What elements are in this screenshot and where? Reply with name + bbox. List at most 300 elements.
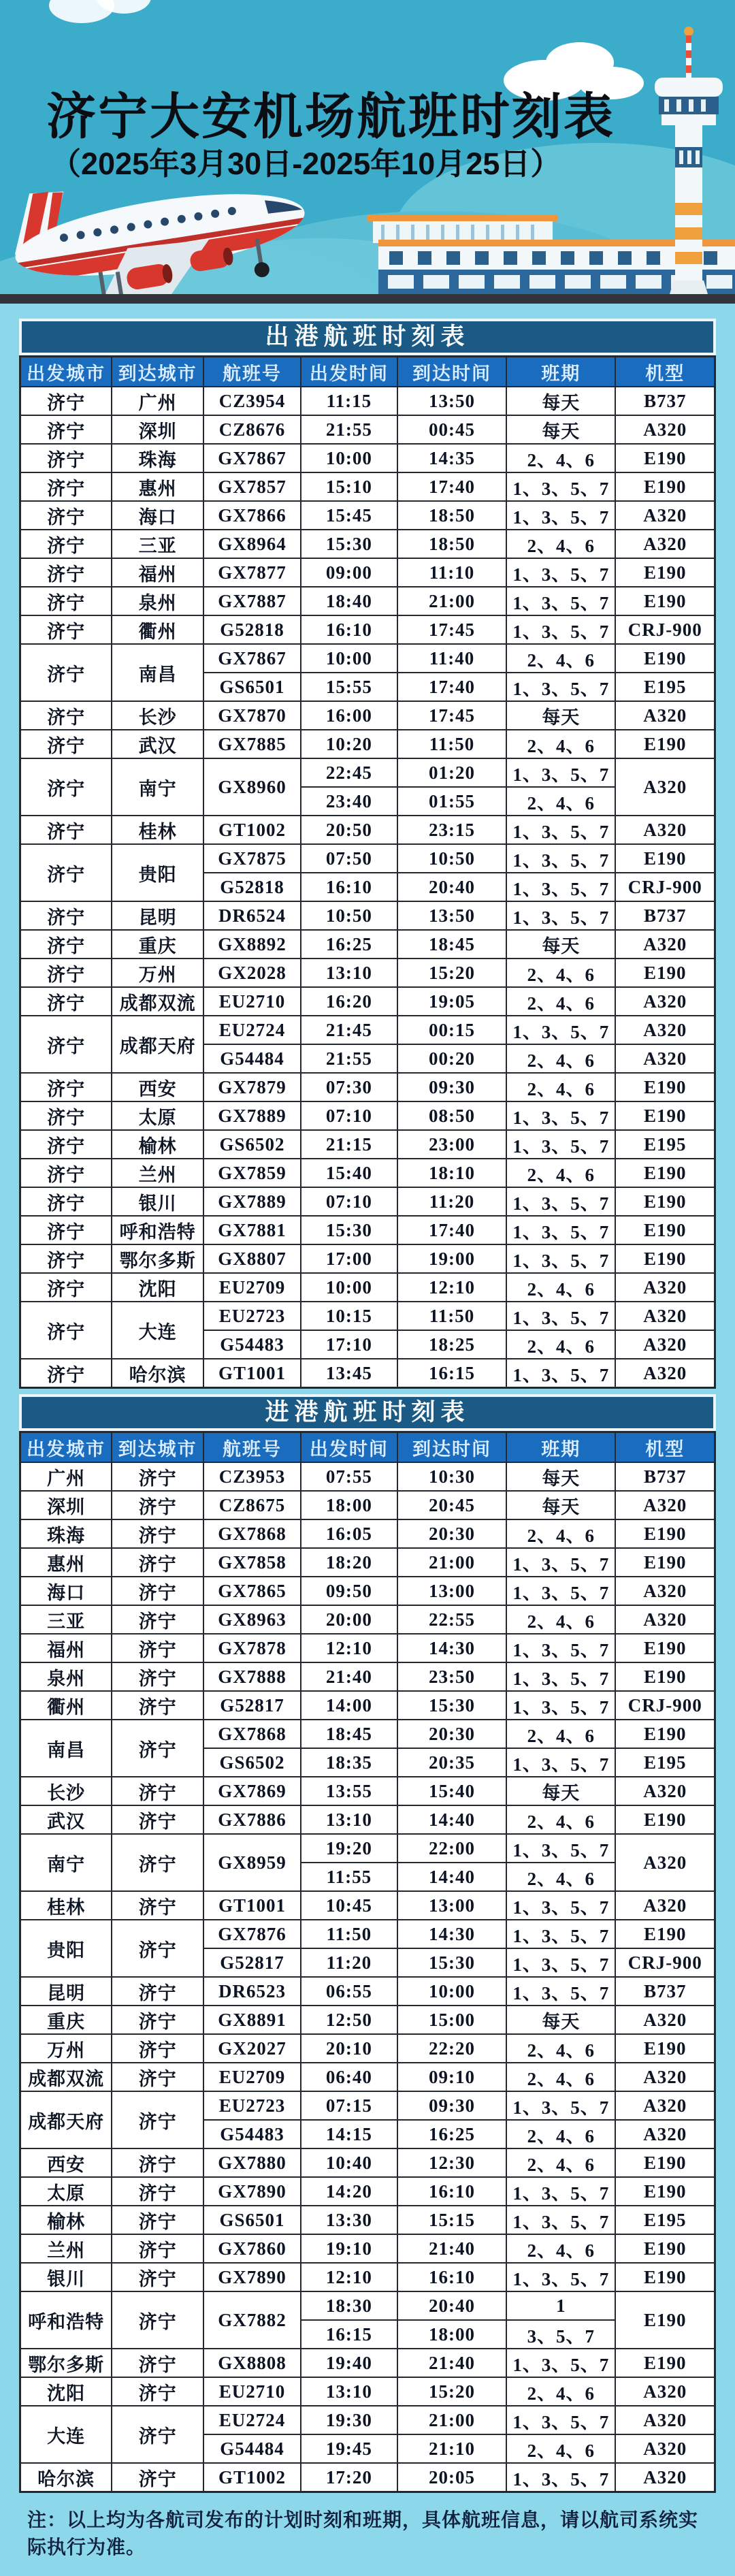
table-cell: 13:10: [301, 2377, 397, 2406]
table-cell: 济宁: [20, 1216, 112, 1244]
table-cell: 12:10: [397, 1273, 506, 1302]
table-cell: 19:45: [301, 2434, 397, 2463]
table-cell: 15:10: [301, 472, 397, 501]
table-row: [20, 501, 715, 530]
table-cell: 15:40: [397, 1777, 506, 1805]
column-header: 到达城市: [112, 357, 203, 387]
table-cell: 1、3、5、7: [506, 1302, 615, 1330]
page-subtitle: （2025年3月30日-2025年10月25日）: [50, 146, 561, 181]
table-cell: 17:20: [301, 2463, 397, 2492]
table-cell: 07:50: [301, 844, 397, 873]
table-cell: 济宁: [112, 2349, 203, 2377]
table-cell: 大连: [112, 1302, 203, 1359]
table-row: [20, 2463, 715, 2492]
table-cell: 广州: [20, 1462, 112, 1491]
table-cell: G52817: [203, 1691, 301, 1720]
table-cell: 济宁: [112, 2463, 203, 2492]
table-cell: 成都天府: [112, 1016, 203, 1073]
table-cell: 贵阳: [112, 844, 203, 901]
table-cell: 济宁: [20, 387, 112, 415]
outbound-table-title: 出港航班时刻表: [19, 319, 716, 355]
table-cell: 22:20: [397, 2034, 506, 2063]
table-cell: 01:20: [397, 758, 506, 787]
table-cell: 济宁: [20, 959, 112, 987]
table-row: [20, 1977, 715, 2006]
table-cell: 昆明: [112, 901, 203, 930]
table-cell: E190: [615, 1073, 715, 1101]
table-row: [20, 1720, 715, 1748]
table-cell: E190: [615, 1805, 715, 1834]
table-row: [20, 987, 715, 1016]
table-cell: 济宁: [112, 1577, 203, 1605]
table-cell: 重庆: [20, 2006, 112, 2034]
table-cell: 17:40: [397, 673, 506, 701]
table-cell: 衢州: [112, 615, 203, 644]
table-cell: 13:00: [397, 1577, 506, 1605]
table-cell: A320: [615, 2377, 715, 2406]
table-cell: 济宁: [20, 1187, 112, 1216]
table-cell: 济宁: [112, 2406, 203, 2463]
table-cell: 济宁: [20, 816, 112, 844]
column-header: 航班号: [203, 1432, 301, 1463]
table-cell: 18:20: [301, 1548, 397, 1577]
table-cell: 衢州: [20, 1691, 112, 1720]
table-cell: GX2027: [203, 2034, 301, 2063]
table-cell: 12:50: [301, 2006, 397, 2034]
table-cell: 19:20: [301, 1834, 397, 1863]
table-cell: 济宁: [20, 1073, 112, 1101]
table-cell: 济宁: [112, 1634, 203, 1662]
table-row: [20, 758, 715, 787]
table-cell: 1、3、5、7: [506, 1948, 615, 1977]
table-cell: 济宁: [112, 1891, 203, 1920]
table-cell: 2、4、6: [506, 1159, 615, 1187]
table-cell: GX7882: [203, 2291, 301, 2349]
table-cell: 18:30: [301, 2291, 397, 2320]
table-cell: GX7876: [203, 1920, 301, 1948]
table-cell: 1、3、5、7: [506, 2463, 615, 2492]
table-cell: CRJ-900: [615, 873, 715, 901]
ground-strip: [0, 294, 735, 304]
table-cell: 16:10: [301, 615, 397, 644]
table-cell: 2、4、6: [506, 787, 615, 816]
table-cell: 济宁: [112, 2177, 203, 2206]
table-cell: B737: [615, 901, 715, 930]
table-cell: 武汉: [20, 1805, 112, 1834]
table-cell: 海口: [20, 1577, 112, 1605]
table-cell: 济宁: [20, 1302, 112, 1359]
table-cell: 济宁: [20, 901, 112, 930]
table-cell: 济宁: [112, 2006, 203, 2034]
column-header: 出发城市: [20, 1432, 112, 1463]
table-cell: 11:20: [397, 1187, 506, 1216]
table-cell: 每天: [506, 387, 615, 415]
table-row: [20, 387, 715, 415]
table-row: [20, 2148, 715, 2177]
table-cell: 2、4、6: [506, 644, 615, 673]
table-cell: EU2723: [203, 1302, 301, 1330]
table-cell: 1、3、5、7: [506, 1834, 615, 1863]
timetable-section: [0, 304, 735, 2560]
table-cell: 20:00: [301, 1605, 397, 1634]
table-cell: GX8807: [203, 1244, 301, 1273]
table-cell: E190: [615, 2034, 715, 2063]
table-cell: 13:50: [397, 901, 506, 930]
table-cell: 07:10: [301, 1101, 397, 1130]
table-cell: 榆林: [112, 1130, 203, 1159]
table-cell: E190: [615, 644, 715, 673]
table-cell: E190: [615, 2291, 715, 2349]
table-cell: GX7890: [203, 2263, 301, 2291]
table-row: [20, 2063, 715, 2091]
table-cell: 银川: [20, 2263, 112, 2291]
table-cell: 惠州: [112, 472, 203, 501]
table-cell: 10:50: [301, 901, 397, 930]
table-cell: A320: [615, 2063, 715, 2091]
page-title: 济宁大安机场航班时刻表: [46, 89, 615, 144]
table-cell: 济宁: [20, 615, 112, 644]
table-cell: 11:15: [301, 387, 397, 415]
table-cell: GX7875: [203, 844, 301, 873]
table-cell: 兰州: [112, 1159, 203, 1187]
inbound-table-title: 进港航班时刻表: [19, 1394, 716, 1431]
table-cell: E190: [615, 444, 715, 472]
table-cell: 13:10: [301, 1805, 397, 1834]
table-cell: 19:00: [397, 1244, 506, 1273]
table-cell: EU2709: [203, 2063, 301, 2091]
table-cell: 11:50: [397, 730, 506, 758]
table-row: [20, 2206, 715, 2234]
table-cell: 1、3、5、7: [506, 1101, 615, 1130]
table-row: [20, 1519, 715, 1548]
table-cell: 济宁: [20, 1159, 112, 1187]
table-cell: 20:30: [397, 1720, 506, 1748]
table-cell: GX8964: [203, 530, 301, 558]
table-cell: 广州: [112, 387, 203, 415]
table-cell: 银川: [112, 1187, 203, 1216]
table-cell: 22:55: [397, 1605, 506, 1634]
table-row: [20, 1691, 715, 1720]
table-cell: A320: [615, 2091, 715, 2120]
table-cell: 21:45: [301, 1016, 397, 1044]
table-cell: 14:30: [397, 1920, 506, 1948]
table-cell: 20:10: [301, 2034, 397, 2063]
footer-note: 注：以上均为各航司发布的计划时刻和班期，具体航班信息，请以航司系统实际执行为准。: [27, 2509, 699, 2558]
table-cell: 南昌: [20, 1720, 112, 1777]
table-row: [20, 1273, 715, 1302]
column-header: 班期: [506, 357, 615, 387]
column-header: 出发城市: [20, 357, 112, 387]
table-cell: 济宁: [112, 2263, 203, 2291]
table-cell: 1、3、5、7: [506, 2177, 615, 2206]
table-cell: 济宁: [112, 1519, 203, 1548]
table-cell: A320: [615, 1302, 715, 1330]
table-row: [20, 1891, 715, 1920]
table-row: [20, 1216, 715, 1244]
table-cell: GS6501: [203, 2206, 301, 2234]
column-header: 出发时间: [301, 357, 397, 387]
table-cell: 济宁: [112, 1920, 203, 1977]
table-row: [20, 2234, 715, 2263]
table-cell: 呼和浩特: [112, 1216, 203, 1244]
table-cell: 15:30: [397, 1691, 506, 1720]
table-cell: E190: [615, 1159, 715, 1187]
table-cell: GS6501: [203, 673, 301, 701]
table-cell: 济宁: [112, 2206, 203, 2234]
table-cell: 2、4、6: [506, 1863, 615, 1891]
table-cell: 沈阳: [112, 1273, 203, 1302]
table-cell: G54483: [203, 2120, 301, 2148]
table-cell: 13:30: [301, 2206, 397, 2234]
table-row: [20, 901, 715, 930]
table-cell: E190: [615, 2148, 715, 2177]
table-cell: 16:05: [301, 1519, 397, 1548]
table-cell: 21:40: [301, 1662, 397, 1691]
table-row: [20, 444, 715, 472]
table-cell: 16:20: [301, 987, 397, 1016]
inbound-board: [19, 1394, 716, 2493]
table-cell: 15:30: [301, 1216, 397, 1244]
table-row: [20, 530, 715, 558]
table-cell: GT1001: [203, 1891, 301, 1920]
column-header: 到达城市: [112, 1432, 203, 1463]
table-cell: GX8963: [203, 1605, 301, 1634]
table-cell: 济宁: [112, 1462, 203, 1491]
table-cell: 1、3、5、7: [506, 1244, 615, 1273]
table-cell: 1、3、5、7: [506, 2406, 615, 2434]
table-cell: 07:10: [301, 1187, 397, 1216]
header-row: [20, 1432, 715, 1463]
table-cell: 1、3、5、7: [506, 873, 615, 901]
table-row: [20, 472, 715, 501]
table-cell: E190: [615, 1244, 715, 1273]
table-cell: 10:50: [397, 844, 506, 873]
table-cell: 22:00: [397, 1834, 506, 1863]
table-row: [20, 1016, 715, 1044]
column-header: 出发时间: [301, 1432, 397, 1463]
table-cell: 济宁: [20, 930, 112, 959]
table-cell: 太原: [112, 1101, 203, 1130]
table-cell: 桂林: [20, 1891, 112, 1920]
table-cell: A320: [615, 2406, 715, 2434]
table-row: [20, 1548, 715, 1577]
table-cell: 15:00: [397, 2006, 506, 2034]
table-cell: 20:45: [397, 1491, 506, 1519]
table-cell: 17:10: [301, 1330, 397, 1359]
table-cell: 济宁: [112, 2091, 203, 2148]
table-cell: 21:00: [397, 587, 506, 615]
table-cell: G52818: [203, 615, 301, 644]
table-cell: 2、4、6: [506, 1805, 615, 1834]
table-cell: GT1002: [203, 2463, 301, 2492]
table-cell: 2、4、6: [506, 2034, 615, 2063]
table-cell: EU2710: [203, 987, 301, 1016]
table-cell: 3、5、7: [506, 2320, 615, 2349]
table-cell: 2、4、6: [506, 987, 615, 1016]
table-cell: 泉州: [20, 1662, 112, 1691]
table-cell: 15:30: [397, 1948, 506, 1977]
table-cell: 07:30: [301, 1073, 397, 1101]
table-cell: GX8808: [203, 2349, 301, 2377]
table-cell: 10:00: [301, 1273, 397, 1302]
table-cell: 济宁: [112, 2148, 203, 2177]
table-cell: 1、3、5、7: [506, 844, 615, 873]
table-cell: 济宁: [112, 2291, 203, 2349]
table-row: [20, 2034, 715, 2063]
table-cell: E190: [615, 1720, 715, 1748]
table-cell: 每天: [506, 701, 615, 730]
table-cell: 济宁: [112, 1491, 203, 1519]
table-cell: 11:50: [301, 1920, 397, 1948]
table-row: [20, 1777, 715, 1805]
table-cell: 16:25: [397, 2120, 506, 2148]
table-cell: A320: [615, 1273, 715, 1302]
table-cell: 成都双流: [20, 2063, 112, 2091]
table-cell: 11:10: [397, 558, 506, 587]
table-cell: 三亚: [20, 1605, 112, 1634]
table-cell: 21:55: [301, 415, 397, 444]
table-cell: 济宁: [20, 844, 112, 901]
table-cell: 18:35: [301, 1748, 397, 1777]
table-cell: 太原: [20, 2177, 112, 2206]
table-cell: A320: [615, 1330, 715, 1359]
table-cell: CZ8675: [203, 1491, 301, 1519]
table-cell: 2、4、6: [506, 1273, 615, 1302]
table-cell: CRJ-900: [615, 1691, 715, 1720]
table-row: [20, 1130, 715, 1159]
table-cell: 1、3、5、7: [506, 1920, 615, 1948]
table-cell: CRJ-900: [615, 1948, 715, 1977]
table-cell: GX7885: [203, 730, 301, 758]
table-cell: GX7866: [203, 501, 301, 530]
table-cell: 14:40: [397, 1805, 506, 1834]
table-cell: 泉州: [112, 587, 203, 615]
table-cell: 17:45: [397, 615, 506, 644]
table-cell: 1、3、5、7: [506, 673, 615, 701]
table-cell: 17:40: [397, 1216, 506, 1244]
table-cell: 2、4、6: [506, 1073, 615, 1101]
outbound-flights-table: [19, 355, 716, 1389]
table-cell: GX7879: [203, 1073, 301, 1101]
table-cell: 成都天府: [20, 2091, 112, 2148]
table-cell: E190: [615, 1101, 715, 1130]
table-cell: 18:45: [397, 930, 506, 959]
table-cell: 西安: [20, 2148, 112, 2177]
table-cell: E190: [615, 1634, 715, 1662]
table-cell: 1、3、5、7: [506, 615, 615, 644]
annex-building: [368, 215, 558, 243]
table-cell: 21:40: [397, 2349, 506, 2377]
table-cell: 14:40: [397, 1863, 506, 1891]
table-cell: 10:15: [301, 1302, 397, 1330]
table-cell: EU2710: [203, 2377, 301, 2406]
table-cell: E190: [615, 1920, 715, 1948]
table-cell: 珠海: [20, 1519, 112, 1548]
table-cell: GX7890: [203, 2177, 301, 2206]
table-cell: 12:10: [301, 1634, 397, 1662]
table-cell: 23:00: [397, 1130, 506, 1159]
table-cell: 09:30: [397, 2091, 506, 2120]
table-cell: 10:30: [397, 1462, 506, 1491]
table-cell: 济宁: [20, 644, 112, 701]
table-cell: 1、3、5、7: [506, 472, 615, 501]
table-cell: 2、4、6: [506, 1605, 615, 1634]
table-cell: 2、4、6: [506, 444, 615, 472]
table-cell: 15:20: [397, 2377, 506, 2406]
header-row: [20, 357, 715, 387]
table-cell: GT1002: [203, 816, 301, 844]
table-cell: 21:00: [397, 1548, 506, 1577]
table-cell: 海口: [112, 501, 203, 530]
table-cell: 07:55: [301, 1462, 397, 1491]
table-row: [20, 2263, 715, 2291]
table-cell: GX7868: [203, 1720, 301, 1748]
table-cell: 济宁: [20, 758, 112, 816]
table-cell: 1、3、5、7: [506, 2263, 615, 2291]
table-cell: GX8959: [203, 1834, 301, 1891]
table-cell: 10:45: [301, 1891, 397, 1920]
table-cell: 1、3、5、7: [506, 501, 615, 530]
table-cell: B737: [615, 387, 715, 415]
table-cell: 济宁: [20, 530, 112, 558]
table-cell: 1、3、5、7: [506, 1359, 615, 1388]
table-cell: 哈尔滨: [112, 1359, 203, 1388]
table-cell: 21:15: [301, 1130, 397, 1159]
table-cell: 2、4、6: [506, 1720, 615, 1748]
table-cell: GX7868: [203, 1519, 301, 1548]
table-cell: G54484: [203, 1044, 301, 1073]
table-cell: 济宁: [20, 730, 112, 758]
table-cell: 1、3、5、7: [506, 558, 615, 587]
table-cell: E190: [615, 1216, 715, 1244]
table-cell: 23:50: [397, 1662, 506, 1691]
table-cell: 20:40: [397, 2291, 506, 2320]
table-cell: 06:40: [301, 2063, 397, 2091]
table-cell: A320: [615, 1577, 715, 1605]
table-cell: 2、4、6: [506, 1330, 615, 1359]
table-cell: 1、3、5、7: [506, 1634, 615, 1662]
table-cell: 11:40: [397, 644, 506, 673]
table-cell: EU2723: [203, 2091, 301, 2120]
table-cell: GX7887: [203, 587, 301, 615]
table-cell: A320: [615, 1834, 715, 1891]
table-cell: 21:10: [397, 2434, 506, 2463]
table-cell: 西安: [112, 1073, 203, 1101]
table-cell: A320: [615, 1605, 715, 1634]
table-cell: 南宁: [20, 1834, 112, 1891]
table-cell: 2、4、6: [506, 530, 615, 558]
table-cell: 18:25: [397, 1330, 506, 1359]
table-cell: 济宁: [112, 1977, 203, 2006]
table-cell: 13:50: [397, 387, 506, 415]
table-cell: 济宁: [112, 1605, 203, 1634]
table-cell: 15:15: [397, 2206, 506, 2234]
table-cell: 11:55: [301, 1863, 397, 1891]
table-row: [20, 2091, 715, 2120]
table-row: [20, 1662, 715, 1691]
table-cell: 2、4、6: [506, 1519, 615, 1548]
table-cell: CZ3953: [203, 1462, 301, 1491]
table-cell: 11:20: [301, 1948, 397, 1977]
column-header: 班期: [506, 1432, 615, 1463]
table-cell: 09:10: [397, 2063, 506, 2091]
table-row: [20, 1605, 715, 1634]
table-row: [20, 1101, 715, 1130]
table-cell: 16:10: [397, 2263, 506, 2291]
table-cell: 16:10: [397, 2177, 506, 2206]
table-cell: E190: [615, 2349, 715, 2377]
table-cell: 济宁: [20, 587, 112, 615]
